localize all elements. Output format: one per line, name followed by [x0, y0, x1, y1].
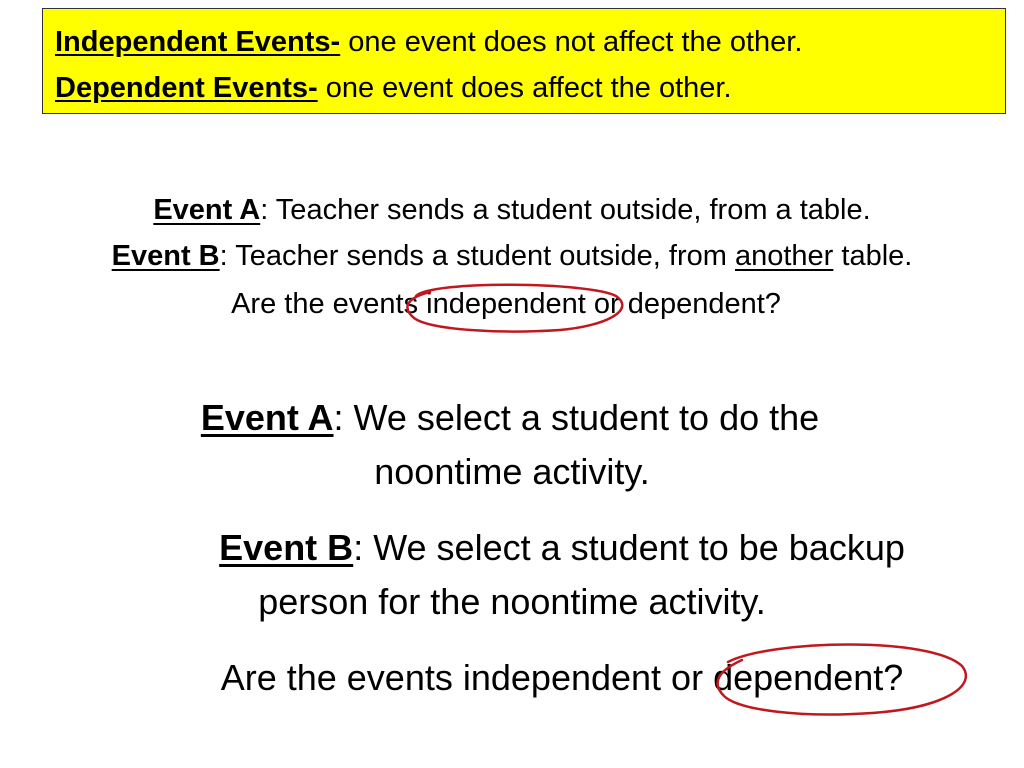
example2-event-a-text-line1: : We select a student to do the: [333, 397, 820, 438]
example2-event-b-line2: person for the noontime activity.: [258, 581, 766, 622]
example1-event-a-label: Event A: [153, 194, 261, 226]
example1-event-a-text: : Teacher sends a student outside, from a table.: [260, 194, 871, 226]
independent-definition-text: one event does not affect the other.: [340, 26, 803, 58]
example2-event-a-label: Event A: [200, 397, 334, 438]
dependent-events-term: Dependent Events: [55, 72, 308, 104]
example2-question: Are the events independent or dependent?: [220, 657, 904, 698]
example1-question: Are the events independent or dependent?: [231, 288, 781, 320]
independent-dash: -: [330, 26, 341, 58]
example2-event-a-line2: noontime activity.: [374, 451, 650, 492]
example2-event-b-text-line1: : We select a student to be backup: [353, 527, 905, 568]
dependent-definition-text: one event does affect the other.: [317, 72, 732, 104]
example1-event-b-label: Event B: [111, 240, 220, 272]
independent-events-term: Independent Events: [55, 26, 331, 58]
example1-event-b-emphasis: another: [734, 240, 834, 272]
example1-event-b-text-before: : Teacher sends a student outside, from: [219, 240, 735, 272]
dependent-dash: -: [308, 72, 318, 104]
example2-event-b-label: Event B: [219, 527, 354, 568]
example1-event-b-text-after: table.: [833, 240, 913, 272]
